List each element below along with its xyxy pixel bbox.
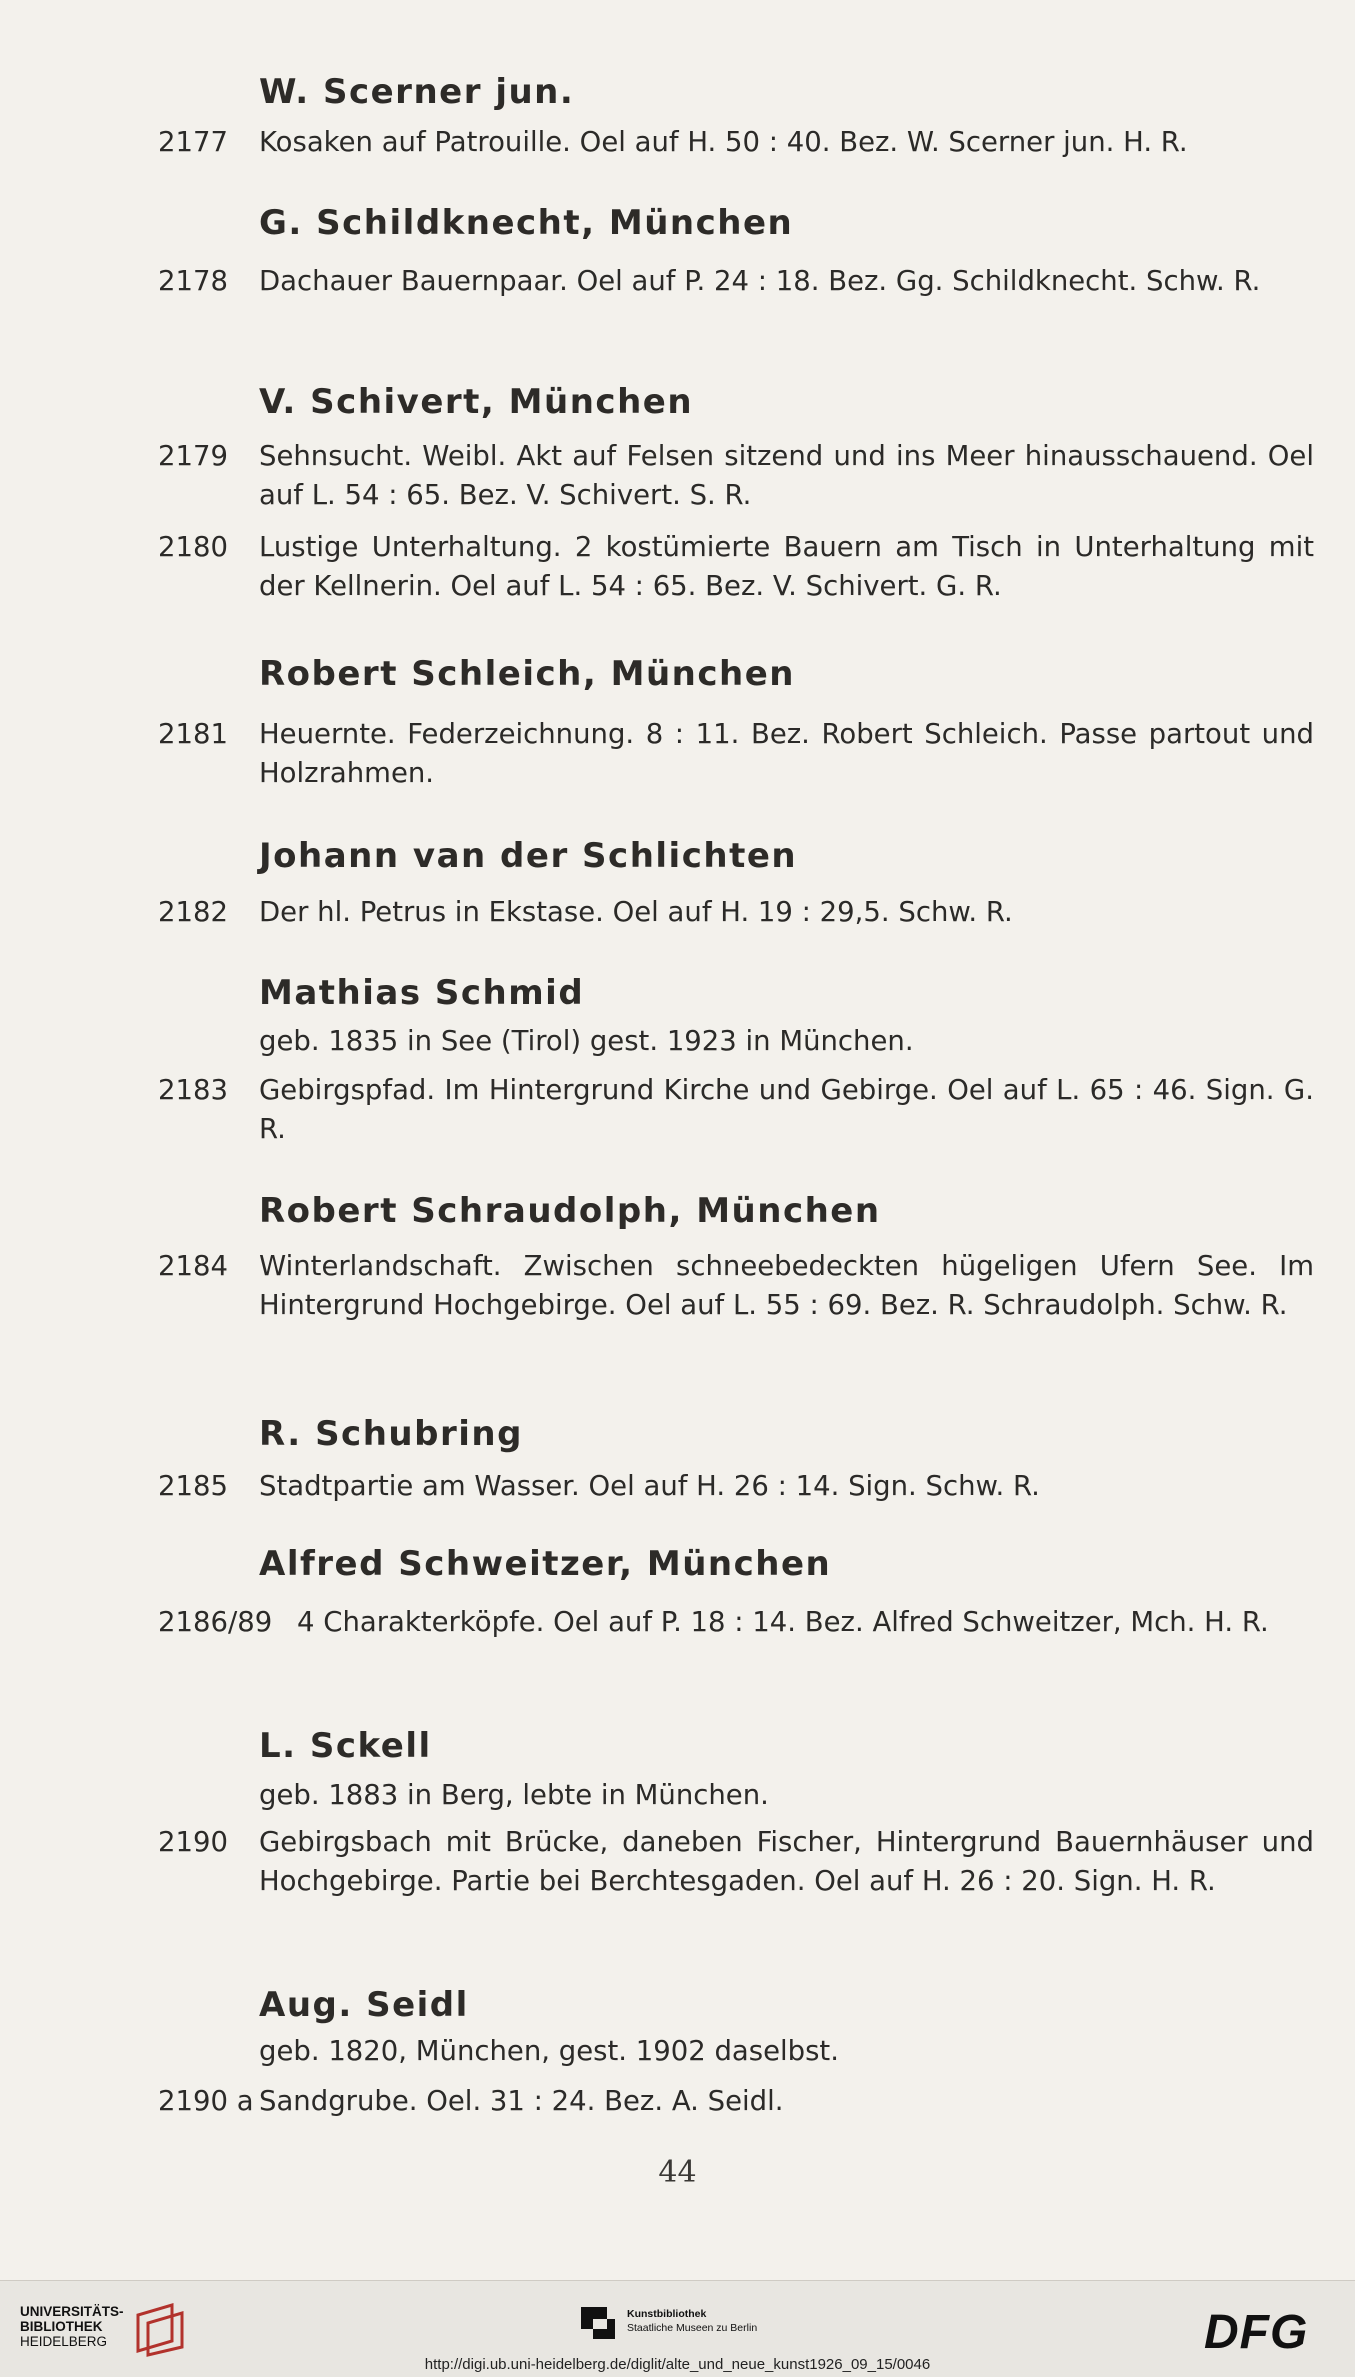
lot-description: Gebirgspfad. Im Hintergrund Kirche und Gebirge. Oel auf L. 65 : 46. Sign. G. R. bbox=[259, 1074, 1314, 1145]
lot-number: 2185 bbox=[158, 1470, 228, 1502]
lot-number: 2182 bbox=[158, 896, 228, 928]
artist-biography: geb. 1820, München, gest. 1902 daselbst. bbox=[259, 2035, 839, 2067]
artist-biography: geb. 1883 in Berg, lebte in München. bbox=[259, 1779, 769, 1811]
kb-subtitle: Staatliche Museen zu Berlin bbox=[627, 2322, 758, 2334]
lot-description: Lustige Unterhaltung. 2 kostümierte Bauern am Tisch in Unterhaltung mit der Kellnerin. Oel auf L. 54 : 65. Bez. V. Schivert. G. R. bbox=[259, 531, 1314, 602]
lot-number: 2184 bbox=[158, 1250, 228, 1282]
artist-heading: Robert Schraudolph, München bbox=[259, 1191, 881, 1231]
university-library-emblem-icon bbox=[132, 2301, 190, 2359]
artist-heading: Mathias Schmid bbox=[259, 973, 585, 1013]
lot-description: Kosaken auf Patrouille. Oel auf H. 50 : 40. Bez. W. Scerner jun. H. R. bbox=[259, 126, 1188, 158]
kb-name: Kunstbibliothek bbox=[627, 2308, 707, 2320]
lot-description: Sehnsucht. Weibl. Akt auf Felsen sitzend und ins Meer hinausschauend. Oel auf L. 54 : 65. Bez. V. Schivert. S. R. bbox=[259, 440, 1314, 511]
lot-number: 2190 a bbox=[158, 2085, 254, 2117]
source-url-link[interactable]: http://digi.ub.uni-heidelberg.de/diglit/alte_und_neue_kunst1926_09_15/0046 bbox=[424, 2356, 931, 2373]
kunstbibliothek-label[interactable] bbox=[627, 2307, 757, 2335]
artist-heading: R. Schubring bbox=[259, 1414, 523, 1454]
lot-description: Stadtpartie am Wasser. Oel auf H. 26 : 14. Sign. Schw. R. bbox=[259, 1470, 1040, 1502]
artist-biography: geb. 1835 in See (Tirol) gest. 1923 in München. bbox=[259, 1025, 914, 1057]
page-number: 44 bbox=[658, 2155, 697, 2190]
logo-text-line: BIBLIOTHEK bbox=[20, 2319, 103, 2334]
lot-description: Dachauer Bauernpaar. Oel auf P. 24 : 18. Bez. Gg. Schildknecht. Schw. R. bbox=[259, 265, 1261, 297]
lot-number: 2180 bbox=[158, 531, 228, 563]
lot-description: 4 Charakterköpfe. Oel auf P. 18 : 14. Bez. Alfred Schweitzer, Mch. H. R. bbox=[297, 1606, 1269, 1638]
artist-heading: Johann van der Schlichten bbox=[259, 836, 798, 876]
university-library-logo[interactable] bbox=[20, 2304, 124, 2349]
lot-description: Gebirgsbach mit Brücke, daneben Fischer, Hintergrund Bauernhäuser und Hochgebirge. Partie bei Berchtesgaden. Oel auf H. 26 : 20. Sign. H. R. bbox=[259, 1826, 1314, 1897]
logo-text-line: UNIVERSITÄTS- bbox=[20, 2304, 124, 2319]
artist-heading: Aug. Seidl bbox=[259, 1985, 469, 2025]
lot-number: 2183 bbox=[158, 1074, 228, 1106]
artist-heading: L. Sckell bbox=[259, 1726, 432, 1766]
lot-description: Heuernte. Federzeichnung. 8 : 11. Bez. Robert Schleich. Passe partout und Holzrahmen. bbox=[259, 718, 1314, 789]
lot-description: Der hl. Petrus in Ekstase. Oel auf H. 19 : 29,5. Schw. R. bbox=[259, 896, 1013, 928]
artist-heading: G. Schildknecht, München bbox=[259, 203, 794, 243]
lot-number: 2178 bbox=[158, 265, 228, 297]
artist-heading: Alfred Schweitzer, München bbox=[259, 1544, 832, 1584]
lot-number: 2190 bbox=[158, 1826, 228, 1858]
lot-description: Winterlandschaft. Zwischen schneebedeckten hügeligen Ufern See. Im Hintergrund Hochgebirge. Oel auf L. 55 : 69. Bez. R. Schraudolph. Schw. R. bbox=[259, 1250, 1314, 1321]
lot-description: Sandgrube. Oel. 31 : 24. Bez. A. Seidl. bbox=[259, 2085, 784, 2117]
digitization-footer bbox=[0, 2280, 1355, 2377]
lot-number: 2177 bbox=[158, 126, 228, 158]
artist-heading: W. Scerner jun. bbox=[259, 72, 575, 112]
lot-number: 2186/89 bbox=[158, 1606, 273, 1638]
lot-number: 2181 bbox=[158, 718, 228, 750]
artist-heading: V. Schivert, München bbox=[259, 382, 694, 422]
kunstbibliothek-logo-icon bbox=[577, 2301, 619, 2343]
dfg-logo[interactable]: DFG bbox=[1204, 2306, 1309, 2359]
lot-number: 2179 bbox=[158, 440, 228, 472]
logo-text-line: HEIDELBERG bbox=[20, 2334, 108, 2349]
artist-heading: Robert Schleich, München bbox=[259, 654, 795, 694]
